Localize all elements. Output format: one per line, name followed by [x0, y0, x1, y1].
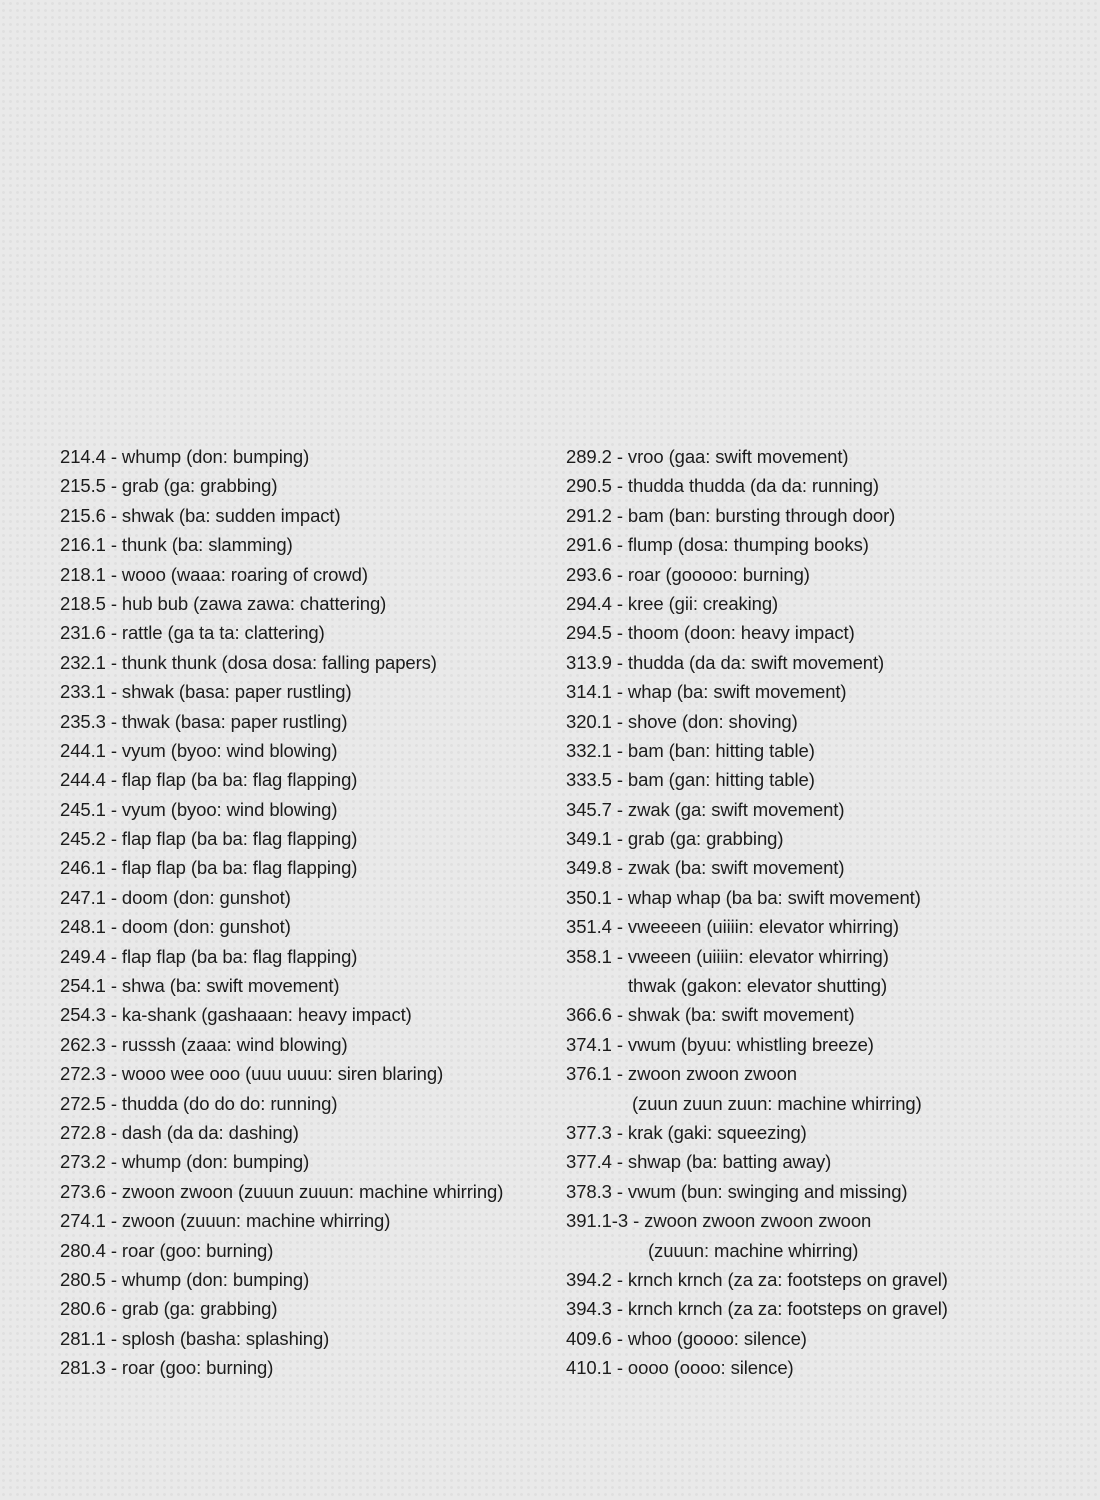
- sfx-entry: 333.5 - bam (gan: hitting table): [566, 769, 815, 791]
- sfx-entry: 378.3 - vwum (bun: swinging and missing): [566, 1180, 908, 1202]
- sfx-entry: 409.6 - whoo (goooo: silence): [566, 1327, 807, 1349]
- sfx-entry: 394.3 - krnch krnch (za za: footsteps on gravel): [566, 1298, 948, 1320]
- sfx-entry: 320.1 - shove (don: shoving): [566, 710, 798, 732]
- sfx-entry: 350.1 - whap whap (ba ba: swift movement): [566, 886, 921, 908]
- sfx-entry: 314.1 - whap (ba: swift movement): [566, 681, 847, 703]
- sfx-entry: 345.7 - zwak (ga: swift movement): [566, 798, 845, 820]
- sfx-entry: 351.4 - vweeeen (uiiiin: elevator whirring): [566, 916, 899, 938]
- sfx-entry: 349.1 - grab (ga: grabbing): [566, 828, 784, 850]
- sfx-entry: 366.6 - shwak (ba: swift movement): [566, 1004, 855, 1026]
- sfx-entry: 291.6 - flump (dosa: thumping books): [566, 534, 869, 556]
- sfx-entry: 294.5 - thoom (doon: heavy impact): [566, 622, 855, 644]
- sfx-entry: 244.4 - flap flap (ba ba: flag flapping): [60, 769, 358, 791]
- sfx-entry: 280.6 - grab (ga: grabbing): [60, 1298, 278, 1320]
- sfx-entry: 248.1 - doom (don: gunshot): [60, 916, 291, 938]
- sfx-entry: 293.6 - roar (gooooo: burning): [566, 563, 810, 585]
- sfx-entry: 280.4 - roar (goo: burning): [60, 1239, 274, 1261]
- sfx-entry: 294.4 - kree (gii: creaking): [566, 592, 779, 614]
- sound-effects-column-left: [60, 442, 540, 1383]
- sfx-entry: 272.3 - wooo wee ooo (uuu uuuu: siren blaring): [60, 1063, 444, 1085]
- sfx-entry: 391.1-3 - zwoon zwoon zwoon zwoon: [566, 1210, 872, 1232]
- sfx-entry: 233.1 - shwak (basa: paper rustling): [60, 681, 352, 703]
- sfx-entry: 216.1 - thunk (ba: slamming): [60, 534, 293, 556]
- sfx-entry: 377.3 - krak (gaki: squeezing): [566, 1121, 807, 1143]
- sfx-entry: 281.3 - roar (goo: burning): [60, 1357, 274, 1379]
- sfx-entry: 231.6 - rattle (ga ta ta: clattering): [60, 622, 325, 644]
- sfx-entry: 410.1 - oooo (oooo: silence): [566, 1357, 794, 1379]
- sfx-entry: 289.2 - vroo (gaa: swift movement): [566, 446, 849, 467]
- sfx-entry: 281.1 - splosh (basha: splashing): [60, 1327, 330, 1349]
- sfx-entry: 349.8 - zwak (ba: swift movement): [566, 857, 845, 879]
- sfx-entry: 376.1 - zwoon zwoon zwoon: [566, 1063, 797, 1085]
- sfx-entry: 273.2 - whump (don: bumping): [60, 1151, 310, 1173]
- sfx-entry: 215.5 - grab (ga: grabbing): [60, 475, 278, 497]
- sfx-entry: 377.4 - shwap (ba: batting away): [566, 1151, 832, 1173]
- sfx-entry: 215.6 - shwak (ba: sudden impact): [60, 504, 341, 526]
- sfx-entry: 291.2 - bam (ban: bursting through door): [566, 504, 896, 526]
- sfx-entry: 214.4 - whump (don: bumping): [60, 446, 310, 467]
- sfx-entry: 332.1 - bam (ban: hitting table): [566, 739, 815, 761]
- sfx-entry: 254.1 - shwa (ba: swift movement): [60, 975, 340, 997]
- sfx-entry: 272.5 - thudda (do do do: running): [60, 1092, 338, 1114]
- sfx-entry: 394.2 - krnch krnch (za za: footsteps on gravel): [566, 1268, 948, 1290]
- sfx-entry: 218.1 - wooo (waaa: roaring of crowd): [60, 563, 368, 585]
- sfx-entry: 374.1 - vwum (byuu: whistling breeze): [566, 1033, 874, 1055]
- sfx-entry: 273.6 - zwoon zwoon (zuuun zuuun: machine whirring): [60, 1180, 504, 1202]
- sfx-entry: 249.4 - flap flap (ba ba: flag flapping): [60, 945, 358, 967]
- sfx-entry-continuation: thwak (gakon: elevator shutting): [628, 975, 888, 997]
- sfx-entry: 272.8 - dash (da da: dashing): [60, 1121, 299, 1143]
- sfx-entry: 313.9 - thudda (da da: swift movement): [566, 651, 885, 673]
- sfx-entry: 245.2 - flap flap (ba ba: flag flapping): [60, 828, 358, 850]
- sfx-entry: 232.1 - thunk thunk (dosa dosa: falling papers): [60, 651, 437, 673]
- sfx-entry-continuation: (zuuun: machine whirring): [648, 1239, 859, 1261]
- sfx-entry: 245.1 - vyum (byoo: wind blowing): [60, 798, 338, 820]
- sfx-entry: 246.1 - flap flap (ba ba: flag flapping): [60, 857, 358, 879]
- sfx-entry: 290.5 - thudda thudda (da da: running): [566, 475, 879, 497]
- sfx-entry: 358.1 - vweeen (uiiiin: elevator whirring): [566, 945, 889, 967]
- sound-effects-column-right: [566, 442, 1066, 1383]
- sfx-entry-continuation: (zuun zuun zuun: machine whirring): [632, 1092, 922, 1114]
- sfx-entry: 247.1 - doom (don: gunshot): [60, 886, 291, 908]
- sfx-entry: 274.1 - zwoon (zuuun: machine whirring): [60, 1210, 391, 1232]
- sfx-entry: 244.1 - vyum (byoo: wind blowing): [60, 739, 338, 761]
- sfx-entry: 280.5 - whump (don: bumping): [60, 1268, 310, 1290]
- sfx-entry: 262.3 - russsh (zaaa: wind blowing): [60, 1033, 348, 1055]
- sfx-entry: 254.3 - ka-shank (gashaaan: heavy impact): [60, 1004, 412, 1026]
- sfx-entry: 235.3 - thwak (basa: paper rustling): [60, 710, 348, 732]
- sfx-entry: 218.5 - hub bub (zawa zawa: chattering): [60, 592, 387, 614]
